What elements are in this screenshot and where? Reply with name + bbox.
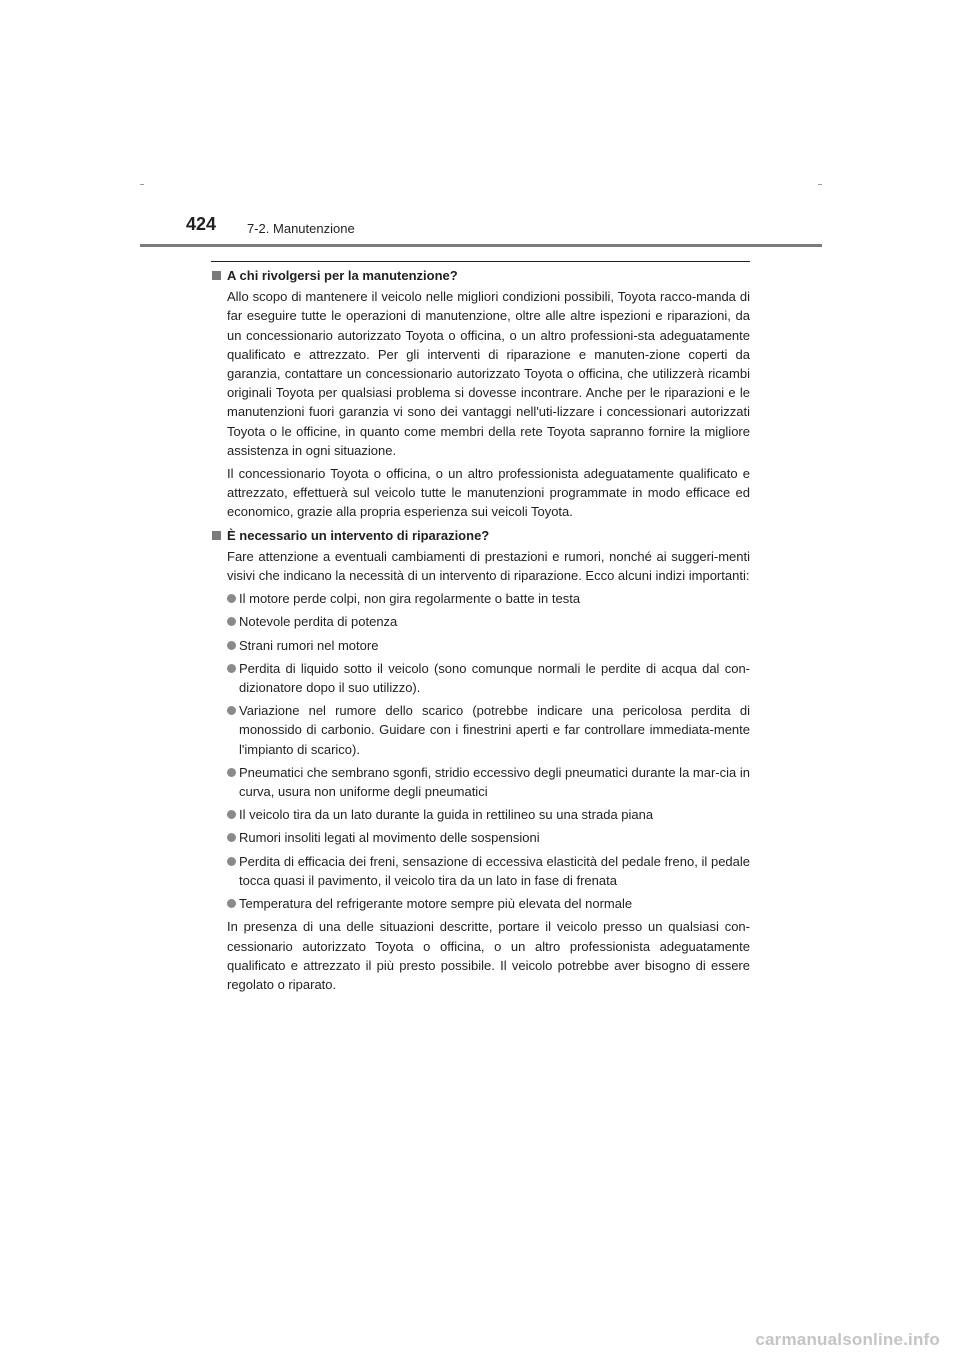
- list-item: [211, 636, 750, 655]
- paragraph: Fare attenzione a eventuali cambiamenti di prestazioni e rumori, nonché ai suggeri-menti visivi che indicano la necessità di un intervento di riparazione. Ecco alcuni indizi importanti:: [227, 548, 750, 584]
- list-item-text: Perdita di efficacia dei freni, sensazione di eccessiva elasticità del pedale freno, il pedale tocca quasi il pavimento, il veicolo tira da un lato in fase di frenata: [239, 853, 750, 888]
- section-heading-repair: [211, 526, 750, 545]
- circle-bullet-icon: [227, 768, 236, 777]
- content-top-rule: [211, 261, 750, 262]
- list-item-text: Rumori insoliti legati al movimento delle sospensioni: [239, 830, 540, 846]
- list-item-text: Strani rumori nel motore: [239, 637, 379, 653]
- heading-text: È necessario un intervento di riparazione?: [227, 527, 490, 543]
- circle-bullet-icon: [227, 594, 236, 603]
- list-item: [211, 763, 750, 801]
- paragraph: In presenza di una delle situazioni descritte, portare il veicolo presso un qualsiasi con-cessionario autorizzato Toyota o officina, o un altro professionista adeguatamente qualificato e attrezzato il più presto possibile. Il veicolo potrebbe aver bisogno di essere regolato o riparato.: [227, 919, 750, 992]
- list-item-text: Notevole perdita di potenza: [239, 614, 398, 630]
- list-item-text: Perdita di liquido sotto il veicolo (sono comunque normali le perdite di acqua dal con-dizionatore dopo il suo utilizzo).: [239, 660, 750, 696]
- circle-bullet-icon: [227, 899, 236, 908]
- page-header: [140, 214, 822, 246]
- list-item: [211, 612, 750, 631]
- circle-bullet-icon: [227, 810, 236, 819]
- list-item: [211, 805, 750, 824]
- page-number: 424: [186, 214, 217, 234]
- list-item: [211, 894, 750, 913]
- circle-bullet-icon: [227, 706, 236, 715]
- header-rule: [140, 244, 822, 247]
- circle-bullet-icon: [227, 664, 236, 673]
- paragraph: Allo scopo di mantenere il veicolo nelle migliori condizioni possibili, Toyota racco-manda di far eseguire tutte le operazioni di manutenzione, oltre alle altre ispezioni e riparazioni, da un concessionario autorizzato Toyota o officina, o un altro professioni-sta adeguatamente qualificato e attrezzato. Per gli interventi di riparazione e manuten-zione coperti da garanzia, contattare un concessionario autorizzato Toyota o officina, che utilizzerà ricambi originali Toyota per qualsiasi problema si dovesse incontrare. Anche per le riparazioni e le manutenzioni fuori garanzia vi sono dei vantaggi nell'uti-lizzare i concessionari autorizzati Toyota o le officine, in quanto come membri della rete Toyota sapranno fornire la migliore assistenza in ogni situazione.: [227, 289, 750, 458]
- paragraph: Il concessionario Toyota o officina, o un altro professionista adeguatamente qualificato e attrezzato, effettuerà sul veicolo tutte le manutenzioni programmate in modo efficace ed economico, grazie alla propria esperienza sui veicoli Toyota.: [227, 466, 750, 520]
- circle-bullet-icon: [227, 833, 236, 842]
- list-item-text: Il veicolo tira da un lato durante la guida in rettilineo su una strada piana: [239, 807, 654, 823]
- list-item: [211, 701, 750, 759]
- list-item-text: Variazione nel rumore dello scarico (potrebbe indicare una pericolosa perdita di monossido di carbonio. Guidare con i finestrini aperti e far controllare immediata-mente l'impianto di scarico).: [239, 703, 750, 757]
- list-item: [211, 659, 750, 697]
- heading-text: A chi rivolgersi per la manutenzione?: [227, 268, 458, 283]
- crop-mark-left: [140, 184, 144, 185]
- crop-mark-right: [818, 184, 822, 185]
- square-bullet-icon: [212, 271, 221, 280]
- watermark: carmanualsonline.info: [755, 1330, 940, 1349]
- section-heading-maintenance: [211, 266, 750, 285]
- list-item-text: Temperatura del refrigerante motore sempre più elevata del normale: [239, 896, 633, 912]
- list-item-text: Pneumatici che sembrano sgonfi, stridio eccessivo degli pneumatici durante la mar-cia in curva, usura non uniforme degli pneumatici: [239, 764, 750, 800]
- list-item: [211, 852, 750, 890]
- circle-bullet-icon: [227, 617, 236, 626]
- list-item-text: Il motore perde colpi, non gira regolarmente o batte in testa: [239, 591, 581, 607]
- circle-bullet-icon: [227, 857, 236, 866]
- circle-bullet-icon: [227, 641, 236, 650]
- section-title: 7-2. Manutenzione: [247, 221, 355, 236]
- list-item: [211, 828, 750, 847]
- page-content: [211, 266, 750, 998]
- square-bullet-icon: [212, 531, 221, 540]
- list-item: [211, 589, 750, 608]
